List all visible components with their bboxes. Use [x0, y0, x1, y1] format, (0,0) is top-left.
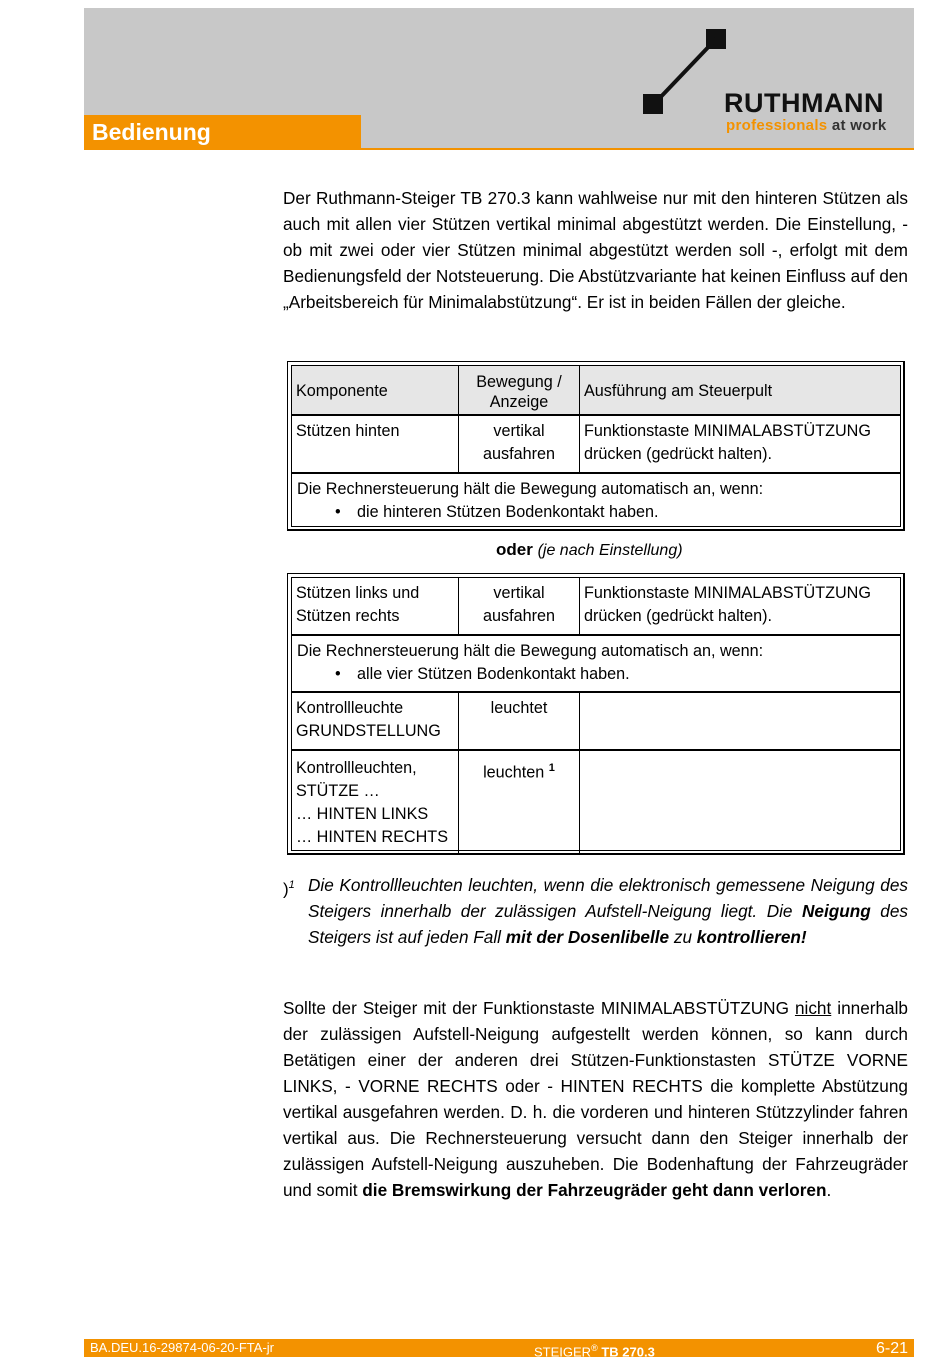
list-item: • die hinteren Stützen Bodenkontakt haben.	[297, 501, 895, 524]
table-all-supports	[287, 573, 905, 855]
table-rear-supports	[287, 361, 905, 531]
note-text: Die Rechnersteuerung hält die Bewegung automatisch an, wenn:	[297, 480, 764, 498]
table-row	[292, 578, 900, 636]
page-footer	[84, 1339, 914, 1360]
cell-component: Stützen hinten	[292, 416, 459, 472]
header-component: Komponente	[292, 366, 459, 414]
list-item: • alle vier Stützen Bodenkontakt haben.	[297, 663, 895, 686]
table-note-row	[292, 474, 900, 529]
table-note-row	[292, 636, 900, 693]
logo-tagline: professionals at work	[726, 117, 887, 134]
cell-movement: vertikal ausfahren	[459, 416, 580, 472]
footnote-text: Die Kontrollleuchten leuchten, wenn die elektronisch gemessene Neigung des Steigers innerhalb der zulässigen Aufstell-Neigung liegt. Die Neigung des Steigers ist auf jeden Fall mit der Dosenlibelle zu kontrollieren!	[308, 875, 908, 947]
header-movement: Bewegung / Anzeige	[459, 366, 580, 414]
table-row	[292, 416, 900, 474]
cell-movement: vertikal ausfahren	[459, 578, 580, 634]
table-row	[292, 693, 900, 751]
model-name: STEIGER® TB 270.3	[534, 1343, 655, 1360]
logo-name: RUTHMANN	[724, 88, 884, 118]
cell-execution: Funktionstaste MINIMALABSTÜTZUNG drücken (gedrückt halten).	[584, 422, 871, 463]
cell-component: Kontrollleuchten, STÜTZE … … HINTEN LINKS … HINTEN RECHTS	[292, 751, 459, 854]
cell-component: Stützen links und Stützen rechts	[292, 578, 459, 634]
cell-status: leuchten $^1$	[459, 751, 580, 854]
cell-execution	[580, 751, 900, 854]
intro-paragraph: Der Ruthmann-Steiger TB 270.3 kann wahlweise nur mit den hinteren Stützen als auch mit allen vier Stützen vertikal minimal abgestützt werden. Die Einstellung, - ob mit zwei oder vier Stützen minimal abgestützt werden soll -, erfolgt mit dem Bedienungsfeld der Notsteuerung. Die Abstützvariante hat keinen Einfluss auf den „Arbeitsbereich für Minimalabstützung“. Er ist in beiden Fällen der gleiche.	[283, 188, 908, 312]
footnote-marker: )$^1$	[283, 879, 295, 899]
cell-execution	[580, 693, 900, 749]
page-number: 6-21	[875, 1340, 908, 1357]
cell-component: Kontrollleuchte GRUNDSTELLUNG	[292, 693, 459, 749]
table-header-row	[292, 366, 900, 416]
cell-status: leuchtet	[459, 693, 580, 749]
instruction-paragraph: Sollte der Steiger mit der Funktionstaste MINIMALABSTÜTZUNG nicht innerhalb der zulässigen Aufstell-Neigung aufgestellt werden können, so kann durch Betätigen einer der anderen drei Stützen-Funktionstasten STÜTZE VORNE LINKS, - VORNE RECHTS oder - HINTEN RECHTS die komplette Abstützung vertikal ausgefahren werden. D. h. die vorderen und hinteren Stützzylinder fahren vertikal aus. Die Rechnersteuerung versucht dann den Steiger innerhalb der zulässigen Aufstell-Neigung auszuheben. Die Bodenhaftung der Fahrzeugräder und somit die Bremswirkung der Fahrzeugräder geht dann verloren.	[283, 998, 908, 1200]
header-execution: Ausführung am Steuerpult	[584, 382, 773, 400]
alternative-separator: oder (je nach Einstellung)	[496, 540, 683, 559]
document-id: BA.DEU.16-29874-06-20-FTA-jr	[90, 1340, 274, 1355]
table-row	[292, 751, 900, 854]
cell-execution: Funktionstaste MINIMALABSTÜTZUNG drücken (gedrückt halten).	[584, 584, 871, 625]
note-text: Die Rechnersteuerung hält die Bewegung automatisch an, wenn:	[297, 642, 764, 660]
section-title: Bedienung	[84, 115, 361, 149]
header-divider	[84, 148, 914, 150]
